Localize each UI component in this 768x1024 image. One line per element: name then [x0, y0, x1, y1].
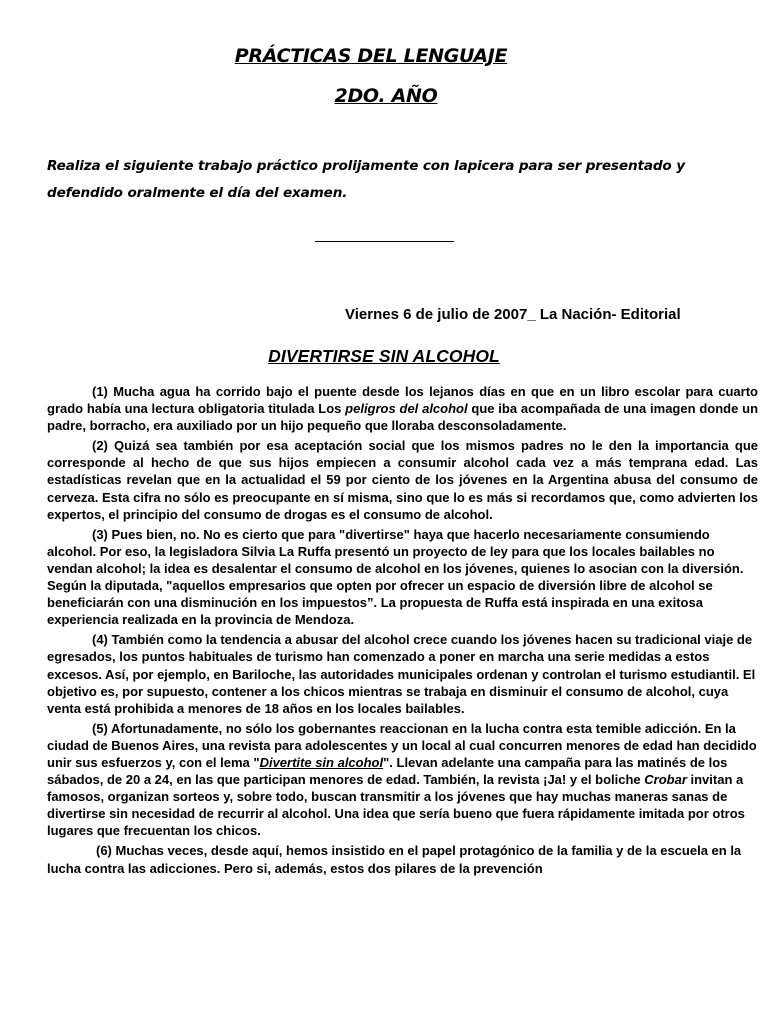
- paragraph-5-slogan: Divertite sin alcohol: [259, 754, 384, 770]
- article-body: [47, 383, 758, 880]
- paragraph-1-text-a: (1) Mucha agua ha corrido bajo el puente desde los lejanos días en que en un libro escolar para cuarto grado había una lectura obligatoria titulada Los: [47, 384, 758, 417]
- paragraph-5-text-a: (5) Afortunadamente, no sólo los gobernantes reaccionan en la lucha contra esta temible adicción. En la ciudad de Buenos Aires, una revista para adolescentes y un local al cual concurren menores de edad han decidido unir sus esfuerzos y, con el lema ": [47, 720, 757, 770]
- paragraph-1: [47, 383, 758, 434]
- paragraph-5: [47, 720, 758, 840]
- paragraph-5-text-b: ". Llevan adelante una campaña para las matinés de los sábados, de 20 a 24, en las que participan menores de edad. También, la revista ¡Ja! y el boliche: [47, 754, 728, 788]
- document-subtitle: 2DO. AÑO: [334, 85, 438, 107]
- paragraph-4: (4) También como la tendencia a abusar del alcohol crece cuando los jóvenes hacen su tradicional viaje de egresados, los puntos habituales de turismo han comenzado a poner en marcha una serie medidas a estos excesos. Así, por ejemplo, en Bariloche, las autoridades municipales ordenan y controlan el turismo estudiantil. El objetivo es, por supuesto, contener a los chicos mientras se trabaja en disminuir el consumo de alcohol, cuya venta está prohibida a menores de 18 años en los locales bailables.: [47, 632, 756, 716]
- paragraph-5-venue: Crobar: [644, 772, 687, 788]
- paragraph-3: (3) Pues bien, no. No es cierto que para "divertirse" haya que hacerlo necesariamente consumiendo alcohol. Por eso, la legisladora Silvia La Ruffa presentó un proyecto de ley para que los locales bailables no vendan alcohol; la idea es desalentar el consumo de alcohol en los jóvenes, quienes lo asocian con la diversión. Según la diputada, "aquellos empresarios que opten por ofrecer un espacio de diversión libre de alcohol se beneficiarán con una disminución en los impuestos”. La propuesta de Ruffa está inspirada en una exitosa experiencia realizada en la provincia de Mendoza.: [47, 526, 744, 628]
- divider-line: [315, 241, 454, 242]
- document-title: PRÁCTICAS DEL LENGUAJE: [234, 45, 508, 67]
- instructions-text: Realiza el siguiente trabajo práctico prolijamente con lapicera para ser presentado y defendido oralmente el día del examen.: [47, 158, 685, 201]
- paragraph-1-text-b: que iba acompañada de una imagen donde un padre, borracho, era auxiliado por un hijo pequeño que lloraba desconsoladamente.: [47, 401, 759, 434]
- paragraph-6: (6) Muchas veces, desde aquí, hemos insistido en el papel protagónico de la familia y de la escuela en la lucha contra las adicciones. Pero si, además, estos dos pilares de la prevención: [47, 843, 742, 876]
- article-dateline: Viernes 6 de julio de 2007_ La Nación- Editorial: [345, 306, 681, 323]
- paragraph-1-emphasis: peligros del alcohol: [345, 401, 468, 417]
- paragraph-5-text-c: invitan a famosos, organizan sorteos y, sobre todo, buscan transmitir a los jóvenes que hay muchas maneras sanas de divertirse sin necesidad de recurrir al alcohol. Una idea que sería bueno que fuera rápidamente imitada por otros lugares que frecuentan los chicos.: [47, 772, 745, 839]
- paragraph-2: (2) Quizá sea también por esa aceptación social que los mismos padres no le den la importancia que corresponde al hecho de que sus hijos empiecen a consumir alcohol cada vez a más temprana edad. Las estadísticas revelan que en la actualidad el 59 por ciento de los jóvenes en la Argentina abusa del consumo de cerveza. Esta cifra no sólo es preocupante en sí misma, sino que lo es más si recordamos que, como advierten los expertos, el principio del consumo de drogas es el consumo de alcohol.: [47, 438, 758, 522]
- article-headline: DIVERTIRSE SIN ALCOHOL: [268, 346, 500, 366]
